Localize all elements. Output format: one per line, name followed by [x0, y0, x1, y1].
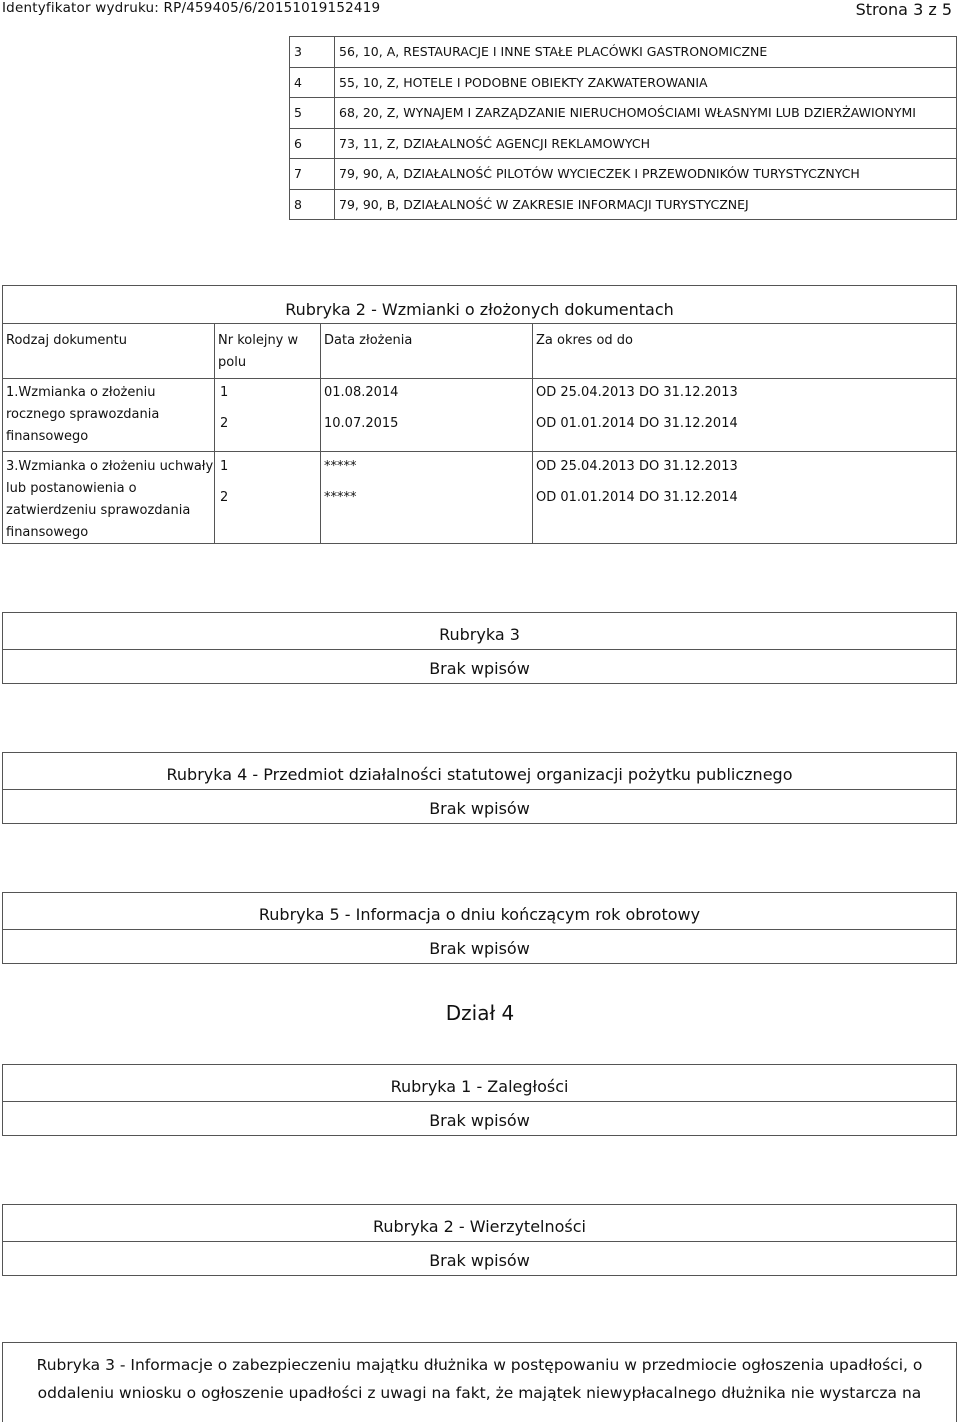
doc-type-line: 1.Wzmianka o złożeniu [6, 385, 156, 400]
row-text: 55, 10, Z, HOTELE I PODOBNE OBIEKTY ZAKWATEROWANIA [335, 67, 957, 98]
dzial4-title: Dział 4 [445, 1001, 515, 1025]
page-number: Strona 3 z 5 [855, 0, 952, 19]
d4-rubryka1-section [2, 1064, 957, 1136]
rubryka4-empty: Brak wpisów [429, 799, 530, 818]
entry-date: 10.07.2015 [324, 416, 399, 431]
entry-date: 01.08.2014 [324, 385, 399, 400]
pkd-table [289, 36, 957, 220]
row-text: 68, 20, Z, WYNAJEM I ZARZĄDZANIE NIERUCHOMOŚCIAMI WŁASNYMI LUB DZIERŻAWIONYMI [335, 98, 957, 129]
print-identifier: Identyfikator wydruku: RP/459405/6/20151019152419 [2, 0, 381, 16]
doc-type-line: 3.Wzmianka o złożeniu uchwały [6, 459, 214, 474]
row-number: 6 [290, 128, 335, 159]
table-row [290, 37, 957, 68]
rubryka3-title: Rubryka 3 [439, 625, 520, 644]
row-text: 56, 10, A, RESTAURACJE I INNE STAŁE PLACÓWKI GASTRONOMICZNE [335, 37, 957, 68]
d4-rubryka3-title-line2: oddaleniu wniosku o ogłoszenie upadłości z uwagi na fakt, że majątek niewypłacalnego dłużnika nie wystarcza na [37, 1384, 922, 1402]
row-number: 8 [290, 189, 335, 220]
d4-rubryka2-title: Rubryka 2 - Wierzytelności [372, 1217, 586, 1236]
entry-date: ***** [324, 459, 357, 474]
rubryka2-title: Rubryka 2 - Wzmianki o złożonych dokumentach [285, 300, 674, 319]
d4-rubryka1-empty: Brak wpisów [429, 1111, 530, 1130]
doc-type-line: finansowego [6, 525, 89, 540]
rubryka3-empty: Brak wpisów [429, 659, 530, 678]
rubryka4-section [2, 752, 957, 824]
row-number: 3 [290, 37, 335, 68]
doc-type-line: rocznego sprawozdania [6, 407, 160, 422]
row-number: 7 [290, 159, 335, 190]
col-header-type: Rodzaj dokumentu [6, 333, 127, 348]
doc-type-line: zatwierdzeniu sprawozdania [6, 503, 191, 518]
entry-nr: 2 [220, 490, 229, 505]
col-header-nr: Nr kolejny w polu [218, 333, 299, 370]
d4-rubryka1-title: Rubryka 1 - Zaległości [390, 1077, 569, 1096]
doc-type-line: lub postanowienia o [6, 481, 137, 496]
rubryka5-title: Rubryka 5 - Informacja o dniu kończącym rok obrotowy [258, 905, 701, 924]
row-number: 4 [290, 67, 335, 98]
row-number: 5 [290, 98, 335, 129]
entry-period: OD 25.04.2013 DO 31.12.2013 [536, 385, 738, 400]
rubryka5-empty: Brak wpisów [429, 939, 530, 958]
row-text: 79, 90, A, DZIAŁALNOŚĆ PILOTÓW WYCIECZEK I PRZEWODNIKÓW TURYSTYCZNYCH [335, 159, 957, 190]
entry-nr: 1 [220, 385, 229, 400]
rubryka4-title: Rubryka 4 - Przedmiot działalności statutowej organizacji pożytku publicznego [166, 765, 793, 784]
d4-rubryka2-empty: Brak wpisów [429, 1251, 530, 1270]
table-row [290, 189, 957, 220]
entry-period: OD 25.04.2013 DO 31.12.2013 [536, 459, 738, 474]
entry-nr: 2 [220, 416, 229, 431]
d4-rubryka3-section [2, 1342, 957, 1422]
doc-type-line: finansowego [6, 429, 89, 444]
col-header-date: Data złożenia [324, 333, 413, 348]
d4-rubryka3-title-line1: Rubryka 3 - Informacje o zabezpieczeniu majątku dłużnika w postępowaniu w przedmiocie ogłoszenia upadłości, o [36, 1356, 923, 1374]
entry-date: ***** [324, 490, 357, 505]
rubryka3-section [2, 612, 957, 684]
d4-rubryka2-section [2, 1204, 957, 1276]
table-row [290, 98, 957, 129]
entry-nr: 1 [220, 459, 229, 474]
row-text: 73, 11, Z, DZIAŁALNOŚĆ AGENCJI REKLAMOWYCH [335, 128, 957, 159]
rubryka5-section [2, 892, 957, 964]
entry-period: OD 01.01.2014 DO 31.12.2014 [536, 490, 738, 505]
row-text: 79, 90, B, DZIAŁALNOŚĆ W ZAKRESIE INFORMACJI TURYSTYCZNEJ [335, 189, 957, 220]
table-row [290, 67, 957, 98]
col-header-period: Za okres od do [536, 333, 633, 348]
table-row [290, 128, 957, 159]
entry-period: OD 01.01.2014 DO 31.12.2014 [536, 416, 738, 431]
table-row [290, 159, 957, 190]
